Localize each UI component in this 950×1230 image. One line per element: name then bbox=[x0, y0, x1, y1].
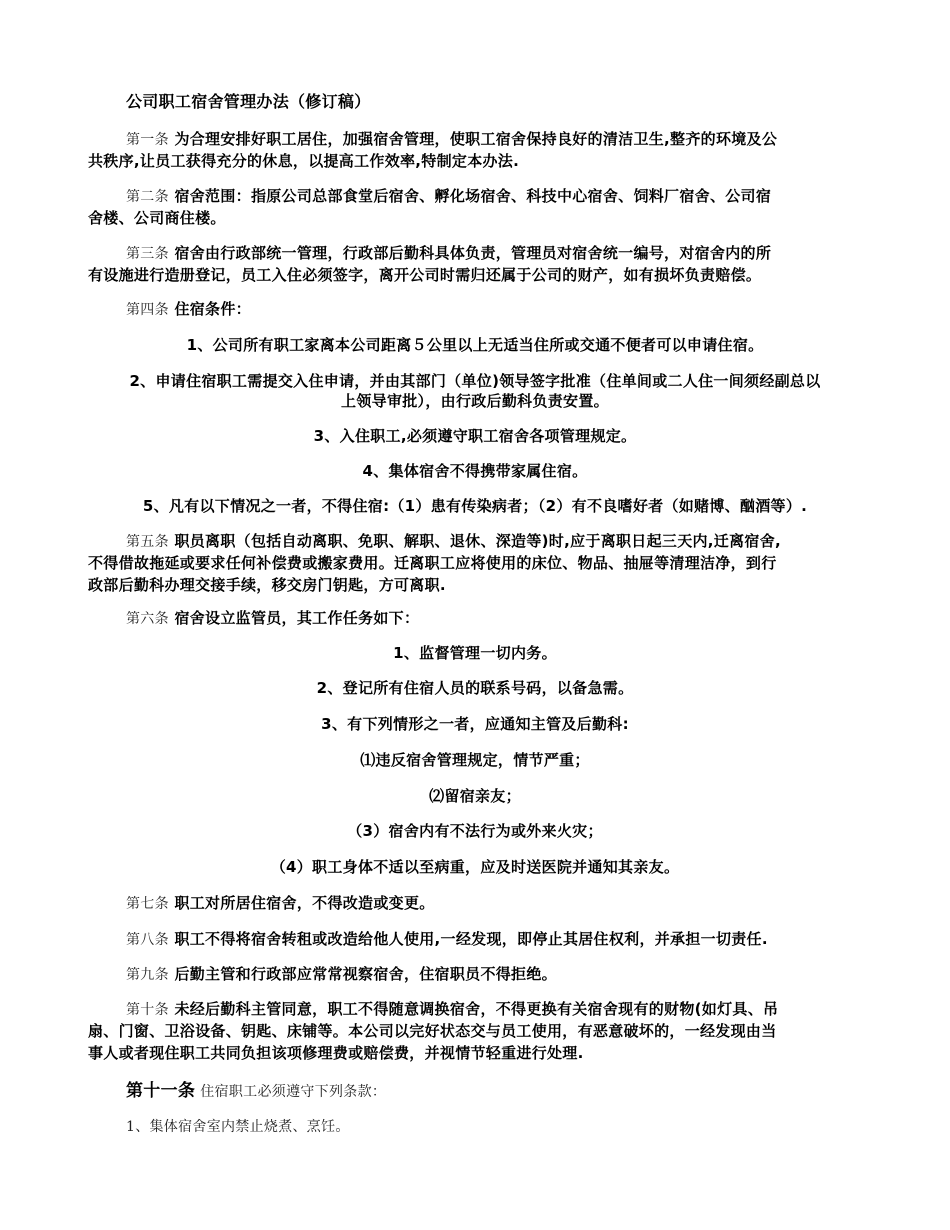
article-3-line-1 bbox=[126, 242, 771, 265]
article-4-item-2-cont: 上领导审批），由行政后勤科负责安置。 bbox=[341, 392, 609, 410]
article-10-label: 第十条 bbox=[126, 1002, 169, 1018]
article-4-item-4: 4、集体宿舍不得携带家属住宿。 bbox=[362, 462, 588, 480]
article-4-item-3: 3、入住职工,必须遵守职工宿舍各项管理规定。 bbox=[313, 427, 637, 445]
article-1-label: 第一条 bbox=[126, 132, 169, 148]
article-2-line-2: 舍楼、公司商住楼。 bbox=[88, 209, 226, 227]
article-9-text: 后勤主管和行政部应常常视察宿舍，住宿职员不得拒绝。 bbox=[174, 965, 557, 983]
article-6-text: 宿舍设立监管员，其工作任务如下： bbox=[174, 609, 420, 627]
article-6-item-1: 1、监督管理一切内务。 bbox=[393, 644, 557, 662]
article-7-text: 职工对所居住宿舍，不得改造或变更。 bbox=[174, 894, 435, 912]
article-2-line-1 bbox=[126, 185, 771, 208]
article-5-line-1 bbox=[126, 530, 781, 553]
article-6-line bbox=[126, 607, 419, 630]
article-4-item-1: 1、公司所有职工家离本公司距离５公里以上无适当住所或交通不便者可以申请住宿。 bbox=[186, 336, 764, 354]
article-11-item-1: 1、集体宿舍室内禁止烧煮、烹饪。 bbox=[126, 1119, 350, 1135]
article-5-line-3: 政部后勤科办理交接手续，移交房门钥匙，方可离职. bbox=[88, 576, 446, 594]
article-4-item-5: 5、凡有以下情况之一者，不得住宿:（1）患有传染病者；（2）有不良嗜好者（如赌博、酗酒等）. bbox=[142, 497, 808, 515]
article-6-subitem-4: （4）职工身体不适以至病重，应及时送医院并通知其亲友。 bbox=[270, 858, 680, 876]
article-6-item-3: 3、有下列情形之一者，应通知主管及后勤科: bbox=[321, 715, 629, 733]
article-9-line bbox=[126, 963, 557, 986]
article-8-line bbox=[126, 928, 768, 951]
article-1-line-1 bbox=[126, 128, 777, 151]
article-3-label: 第三条 bbox=[126, 246, 169, 262]
article-10-line-3: 事人或者现住职工共同负担该项修理费或赔偿费，并视情节轻重进行处理. bbox=[88, 1044, 584, 1062]
article-7-line bbox=[126, 892, 435, 915]
article-6-subitem-1: ⑴违反宿舍管理规定，情节严重； bbox=[360, 751, 590, 769]
document-title: 公司职工宿舍管理办法（修订稿） bbox=[126, 92, 371, 111]
article-7-label: 第七条 bbox=[126, 896, 169, 912]
article-5-text: 职员离职（包括自动离职、免职、解职、退休、深造等)时,应于离职日起三天内,迁离宿舍, bbox=[174, 532, 781, 550]
article-8-text: 职工不得将宿舍转租或改造给他人使用,一经发现，即停止其居住权利，并承担一切责任. bbox=[174, 930, 768, 948]
article-4-text: 住宿条件： bbox=[174, 300, 251, 318]
article-4-line bbox=[126, 298, 251, 321]
article-8-label: 第八条 bbox=[126, 932, 169, 948]
article-10-text: 未经后勤科主管同意，职工不得随意调换宿舍，不得更换有关宿舍现有的财物(如灯具、吊 bbox=[174, 1000, 779, 1018]
article-10-line-2: 扇、门窗、卫浴设备、钥匙、床铺等。本公司以完好状态交与员工使用，有恶意破坏的，一经发现由当 bbox=[88, 1022, 777, 1040]
article-4-item-2: 2、申请住宿职工需提交入住申请，并由其部门（单位)领导签字批准（住单间或二人住一间须经副总以 bbox=[129, 372, 821, 390]
article-9-label: 第九条 bbox=[126, 967, 169, 983]
article-1-line-2: 共秩序,让员工获得充分的休息，以提高工作效率,特制定本办法. bbox=[88, 152, 520, 170]
article-2-text: 宿舍范围：指原公司总部食堂后宿舍、孵化场宿舍、科技中心宿舍、饲料厂宿舍、公司宿 bbox=[174, 187, 772, 205]
article-6-subitem-3: （3）宿舍内有不法行为或外来火灾； bbox=[347, 822, 603, 840]
article-6-subitem-2: ⑵留宿亲友； bbox=[429, 787, 521, 805]
article-5-line-2: 不得借故拖延或要求任何补偿费或搬家费用。迁离职工应将使用的床位、物品、抽屉等清理洁净，到行 bbox=[88, 554, 777, 572]
article-10-line-1 bbox=[126, 998, 778, 1021]
article-11-text: 住宿职工必须遵守下列条款： bbox=[200, 1084, 387, 1100]
article-4-label: 第四条 bbox=[126, 302, 169, 318]
article-6-label: 第六条 bbox=[126, 611, 169, 627]
article-3-text: 宿舍由行政部统一管理，行政部后勤科具体负责，管理员对宿舍统一编号，对宿舍内的所 bbox=[174, 244, 772, 262]
article-11-label: 第十一条 bbox=[126, 1081, 196, 1101]
article-1-text: 为合理安排好职工居住，加强宿舍管理，使职工宿舍保持良好的清洁卫生,整齐的环境及公 bbox=[174, 130, 778, 148]
article-2-label: 第二条 bbox=[126, 189, 169, 205]
article-5-label: 第五条 bbox=[126, 534, 169, 550]
article-6-item-2: 2、登记所有住宿人员的联系号码，以备急需。 bbox=[316, 679, 634, 697]
article-3-line-2: 有设施进行造册登记，员工入住必须签字，离开公司时需归还属于公司的财产，如有损坏负责赔偿。 bbox=[88, 266, 762, 284]
article-11-line bbox=[126, 1080, 386, 1103]
